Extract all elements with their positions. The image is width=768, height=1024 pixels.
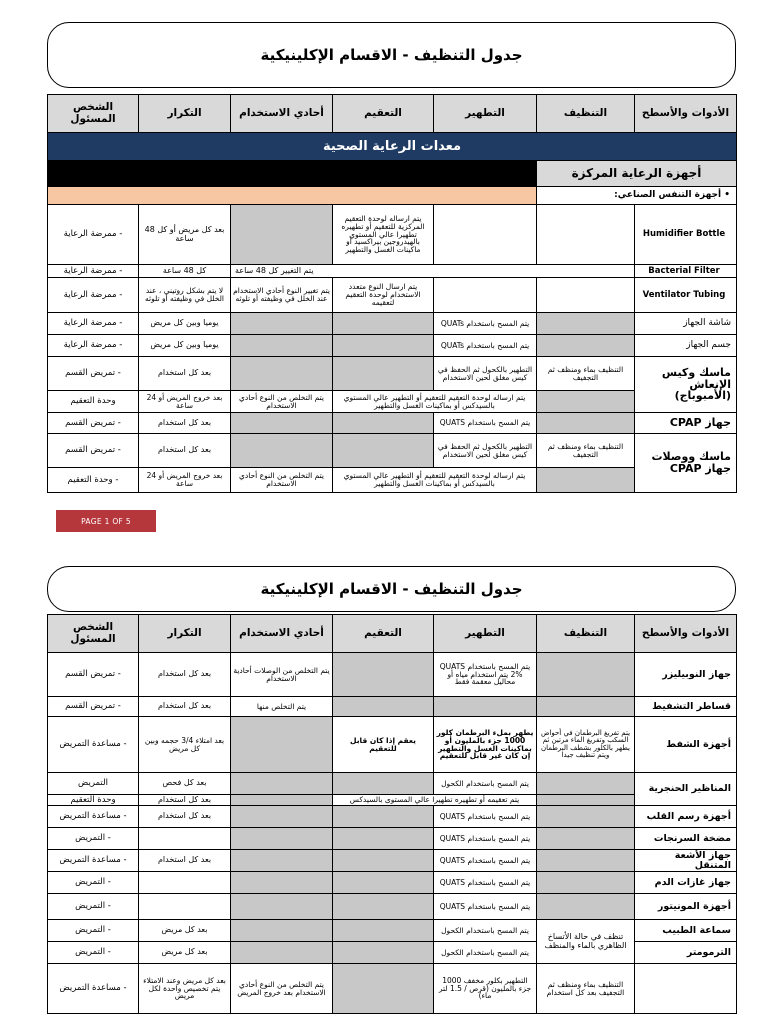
page-number-badge: PAGE 1 OF 5 bbox=[56, 510, 156, 532]
freq-cell: بعد كل مريض bbox=[139, 920, 231, 942]
freq-cell: بعد كل استخدام bbox=[139, 806, 231, 828]
table-row bbox=[48, 717, 737, 773]
table-row bbox=[48, 894, 737, 920]
table-row bbox=[48, 850, 737, 872]
item-cell: شاشة الجهاز bbox=[635, 313, 737, 335]
disinfect-cell: التطهير بالكحول ثم الحفظ في كيس مغلق لحين الاستخدام bbox=[434, 434, 537, 468]
table-row bbox=[48, 872, 737, 894]
item-cell: Humidifier Bottle bbox=[635, 205, 737, 265]
header-sterilization: التعقيم bbox=[333, 615, 434, 653]
header-disinfection: التطهير bbox=[434, 615, 537, 653]
header-responsible: الشخص المسئول bbox=[48, 615, 139, 653]
header-frequency: التكرار bbox=[139, 615, 231, 653]
header-cleaning: التنظيف bbox=[537, 95, 635, 133]
single-use-cell: يتم تغيير النوع أحادي الاستخدام عند الخلل في وظيفته أو تلوثه bbox=[231, 278, 333, 313]
item-cell: أجهزة رسم القلب bbox=[635, 806, 737, 828]
item-cell: المناظير الحنجرية bbox=[635, 773, 737, 806]
cleaning-table-2 bbox=[47, 614, 737, 1014]
clean-cell: يتم تفريغ البرطمان في أحواض السكب وتفريغ الماء مرتين ثم يطهر بالكلور بشطف البرطمان ويتم تنظيف جيدا bbox=[537, 717, 635, 773]
person-cell: - مساعدة التمريض bbox=[48, 850, 139, 872]
person-cell: - التمريض bbox=[48, 828, 139, 850]
person-cell: - ممرضة الرعاية bbox=[48, 278, 139, 313]
disinfect-cell: يتم المسح باستخدام الكحول bbox=[434, 773, 537, 795]
item-cell: أجهزة الشفط bbox=[635, 717, 737, 773]
person-cell: وحدة التعقيم bbox=[48, 391, 139, 413]
item-cell bbox=[635, 964, 737, 1014]
person-cell: - ممرضة الرعاية bbox=[48, 265, 139, 278]
clean-cell: التنظيف بماء ومنظف ثم التجفيف bbox=[537, 357, 635, 391]
header-disinfection: التطهير bbox=[434, 95, 537, 133]
table-row bbox=[48, 795, 737, 806]
single-use-cell: يتم التخلص من النوع أحادي الاستخدام بعد خروج المريض bbox=[231, 964, 333, 1014]
item-cell: Bacterial Filter bbox=[635, 265, 737, 278]
item-cell: Ventilator Tubing bbox=[635, 278, 737, 313]
freq-cell: بعد كل استخدام bbox=[139, 795, 231, 806]
table-row bbox=[48, 357, 737, 391]
freq-cell: بعد كل استخدام bbox=[139, 653, 231, 697]
freq-cell: بعد خروج المريض أو 24 ساعة bbox=[139, 391, 231, 413]
freq-cell: لا يتم بشكل روتيني ، عند الخلل في وظيفته أو تلوثه bbox=[139, 278, 231, 313]
item-cell: ماسك ووصلات جهاز CPAP bbox=[635, 434, 737, 493]
single-use-cell: يتم التخلص من النوع أحادي الاستخدام bbox=[231, 391, 333, 413]
subsection-title: أجهزة الرعاية المركزة bbox=[537, 161, 737, 187]
table-row bbox=[48, 697, 737, 717]
table-row bbox=[48, 653, 737, 697]
person-cell: - وحدة التعقيم bbox=[48, 468, 139, 493]
header-single-use: أحادي الاستخدام bbox=[231, 95, 333, 133]
person-cell: - ممرضة الرعاية bbox=[48, 335, 139, 357]
section-title: معدات الرعاية الصحية bbox=[48, 133, 737, 161]
disinfect-cell: يتم المسح باستخدام QUATS bbox=[434, 828, 537, 850]
page1-title: جدول التنظيف - الاقسام الإكلينيكية bbox=[47, 22, 736, 88]
table-row bbox=[48, 413, 737, 434]
item-cell: الترمومتر bbox=[635, 942, 737, 964]
page2-title: جدول التنظيف - الاقسام الإكلينيكية bbox=[47, 566, 736, 612]
single-use-cell: يتم التخلص من النوع أحادي الاستخدام bbox=[231, 468, 333, 493]
person-cell: - تمريض القسم bbox=[48, 357, 139, 391]
person-cell: - التمريض bbox=[48, 872, 139, 894]
table-row bbox=[48, 265, 737, 278]
header-responsible: الشخص المسئول bbox=[48, 95, 139, 133]
table-row bbox=[48, 806, 737, 828]
table-row bbox=[48, 920, 737, 942]
freq-cell: بعد كل استخدام bbox=[139, 357, 231, 391]
table-row bbox=[48, 468, 737, 493]
person-cell: التمريض bbox=[48, 773, 139, 795]
merged-cell: يتم ارساله لوحدة التعقيم للتعقيم أو التطهير عالي المستوي بالسيدكس أو بماكينات الغسل والتطهير bbox=[333, 468, 537, 493]
freq-cell: كل 48 ساعة bbox=[139, 265, 231, 278]
item-cell: قساطر التشفيط bbox=[635, 697, 737, 717]
freq-cell: يوميا وبين كل مريض bbox=[139, 313, 231, 335]
single-use-cell: يتم التخلص منها bbox=[231, 697, 333, 717]
disinfect-cell: يطهر بملء البرطمان كلور 1000 جزء بالمليون أو بماكينات الغسل والتطهير إن كان غير قابل للتعقيم bbox=[434, 717, 537, 773]
freq-cell: بعد كل استخدام bbox=[139, 413, 231, 434]
freq-cell: بعد كل مريض bbox=[139, 942, 231, 964]
person-cell: - التمريض bbox=[48, 942, 139, 964]
clean-cell: تنظف في حالة الأتساخ الظاهري بالماء والمنظف bbox=[537, 920, 635, 964]
table-row bbox=[48, 391, 737, 413]
table-row bbox=[48, 434, 737, 468]
header-single-use: أحادي الاستخدام bbox=[231, 615, 333, 653]
group-title: • أجهزة التنفس الصناعي: bbox=[537, 187, 737, 205]
disinfect-cell: التطهير بكلور مخفف 1000 جزء بالمليون (قرص / 1.5 لتر ماء) bbox=[434, 964, 537, 1014]
table-row bbox=[48, 278, 737, 313]
disinfect-cell: يتم المسح باستخدام QUATS bbox=[434, 413, 537, 434]
person-cell: - التمريض bbox=[48, 894, 139, 920]
person-cell: - ممرضة الرعاية bbox=[48, 205, 139, 265]
person-cell: - مساعدة التمريض bbox=[48, 806, 139, 828]
header-items: الأدوات والأسطح bbox=[635, 615, 737, 653]
table-row bbox=[48, 313, 737, 335]
freq-cell: بعد كل استخدام bbox=[139, 850, 231, 872]
disinfect-cell: يتم المسح باستخدام الكحول bbox=[434, 942, 537, 964]
merged-cell: يتم التغيير كل 48 ساعة bbox=[231, 265, 635, 278]
sterile-cell: يتم ارساله لوحدة التعقيم المركزية للتعقيم أو تطهيره تطهيرا عالي المستوي بالهيدروجين بيراكسيد أو ماكينات الغسل والتطهير bbox=[333, 205, 434, 265]
sterile-cell: يعقم إذا كان قابل للتعقيم bbox=[333, 717, 434, 773]
disinfect-cell: يتم المسح باستخدام QUATS bbox=[434, 850, 537, 872]
disinfect-cell: يتم المسح باستخدام QUATS bbox=[434, 806, 537, 828]
freq-cell: بعد كل مريض وعند الامتلاء يتم تخصيص واحدة لكل مريض bbox=[139, 964, 231, 1014]
freq-cell: بعد كل فحص bbox=[139, 773, 231, 795]
freq-cell: بعد خروج المريض أو 24 ساعة bbox=[139, 468, 231, 493]
header-items: الأدوات والأسطح bbox=[635, 95, 737, 133]
item-cell: جسم الجهاز bbox=[635, 335, 737, 357]
table-row bbox=[48, 964, 737, 1014]
item-cell: جهاز CPAP bbox=[635, 413, 737, 434]
header-sterilization: التعقيم bbox=[333, 95, 434, 133]
item-cell: سماعة الطبيب bbox=[635, 920, 737, 942]
disinfect-cell: التطهير بالكحول ثم الحفظ في كيس مغلق لحين الاستخدام bbox=[434, 357, 537, 391]
item-cell: مضخة السرنجات bbox=[635, 828, 737, 850]
disinfect-cell: يتم المسح باستخدام QUATs bbox=[434, 335, 537, 357]
cleaning-table-1 bbox=[47, 94, 737, 493]
item-cell: ماسك وكيس الإنعاش (الأمبوباج) bbox=[635, 357, 737, 413]
person-cell: - مساعدة التمريض bbox=[48, 717, 139, 773]
table-row bbox=[48, 773, 737, 795]
person-cell: - تمريض القسم bbox=[48, 413, 139, 434]
disinfect-cell: يتم المسح باستخدام QUATs bbox=[434, 313, 537, 335]
disinfect-cell: يتم المسح باستخدام QUATS bbox=[434, 894, 537, 920]
sterile-cell: يتم ارسال النوع متعدد الاستخدام لوحدة التعقيم لتعقيمه bbox=[333, 278, 434, 313]
disinfect-cell: يتم المسح باستخدام الكحول bbox=[434, 920, 537, 942]
clean-cell: التنظيف بماء ومنظف ثم التجفيف بعد كل استخدام bbox=[537, 964, 635, 1014]
table-row bbox=[48, 335, 737, 357]
person-cell: - تمريض القسم bbox=[48, 697, 139, 717]
person-cell: وحدة التعقيم bbox=[48, 795, 139, 806]
freq-cell: بعد كل استخدام bbox=[139, 434, 231, 468]
disinfect-cell: يتم المسح باستخدام QUATS bbox=[434, 872, 537, 894]
person-cell: - تمريض القسم bbox=[48, 434, 139, 468]
header-frequency: التكرار bbox=[139, 95, 231, 133]
freq-cell: بعد امتلاء 3/4 حجمه وبين كل مريض bbox=[139, 717, 231, 773]
item-cell: جهاز النوبيليزر bbox=[635, 653, 737, 697]
person-cell: - تمريض القسم bbox=[48, 653, 139, 697]
item-cell: جهاز غازات الدم bbox=[635, 872, 737, 894]
merged-cell: يتم تعقيمه أو تطهيره تطهيرا عالي المستوى بالسيدكس bbox=[333, 795, 537, 806]
table-row bbox=[48, 205, 737, 265]
person-cell: - مساعدة التمريض bbox=[48, 964, 139, 1014]
person-cell: - ممرضة الرعاية bbox=[48, 313, 139, 335]
merged-cell: يتم ارساله لوحدة التعقيم للتعقيم أو التطهير عالي المستوي بالسيدكس أو بماكينات الغسل والتطهير bbox=[333, 391, 537, 413]
item-cell: جهاز الأشعة المتنقل bbox=[635, 850, 737, 872]
freq-cell: بعد كل استخدام bbox=[139, 697, 231, 717]
single-use-cell: يتم التخلص من الوصلات أحادية الاستخدام bbox=[231, 653, 333, 697]
freq-cell: بعد كل مريض أو كل 48 ساعة bbox=[139, 205, 231, 265]
disinfect-cell: يتم المسح باستخدام QUATS 2% يتم استخدام مياه أو محاليل معقمة فقط bbox=[434, 653, 537, 697]
freq-cell: يوميا وبين كل مريض bbox=[139, 335, 231, 357]
table-row bbox=[48, 828, 737, 850]
clean-cell: التنظيف بماء ومنظف ثم التجفيف bbox=[537, 434, 635, 468]
item-cell: أجهزة المونيتور bbox=[635, 894, 737, 920]
person-cell: - التمريض bbox=[48, 920, 139, 942]
header-cleaning: التنظيف bbox=[537, 615, 635, 653]
